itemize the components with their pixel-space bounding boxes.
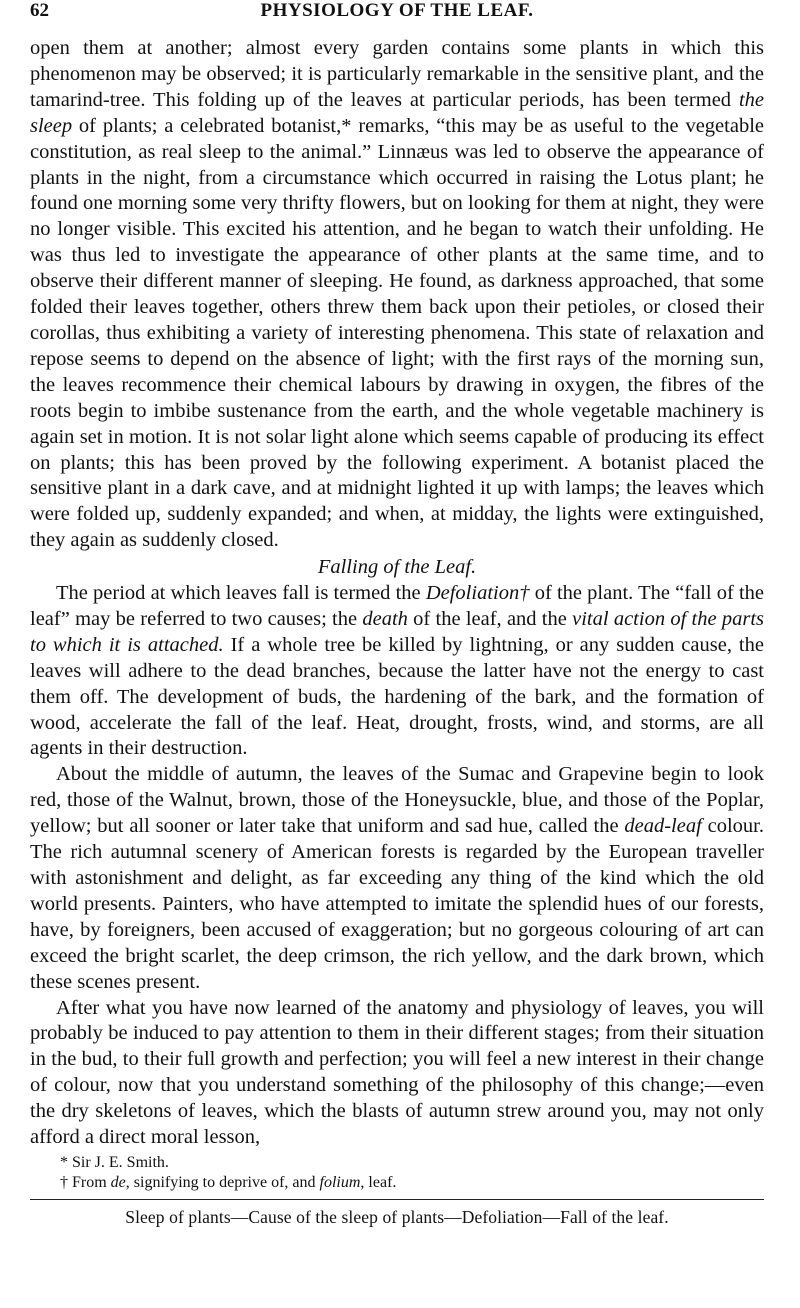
paragraph-moral-lesson: After what you have now learned of the anatomy and physiology of leaves, you will probably be induced to pay attention to them in their different stages; from their situation in the bud, to their full growth and perfection; you will feel a new interest in their change of colour, now that you understand something of the philosophy of this change;—even the dry skeletons of leaves, which the blasts of autumn strew around you, may not only afford a direct moral lesson, xyxy=(30,996,764,1149)
footnote-defoliation: † From de, signifying to deprive of, and folium, leaf. xyxy=(60,1173,397,1191)
page-number: 62 xyxy=(30,0,49,21)
page-rubric: Sleep of plants—Cause of the sleep of plants—Defoliation—Fall of the leaf. xyxy=(125,1206,669,1227)
body-text xyxy=(30,36,764,1151)
running-head: PHYSIOLOGY OF THE LEAF. xyxy=(260,0,534,21)
footnote-smith: * Sir J. E. Smith. xyxy=(60,1153,169,1171)
paragraph-defoliation: The period at which leaves fall is termed the Defoliation† of the plant. The “fall of the leaf” may be referred to two causes; the death of the leaf, and the vital action of the parts to which it is attached. If a whole tree be killed by lightning, or any sudden cause, the leaves will adhere to the dead branches, because the latter have not the energy to cast them off. The development of buds, the hardening of the bark, and the formation of wood, accelerate the fall of the leaf. Heat, drought, frosts, wind, and storms, are all agents in their destruction. xyxy=(30,582,764,760)
divider-rule xyxy=(30,1199,764,1200)
paragraph-sleep-of-plants: open them at another; almost every garden contains some plants in which this phenomenon may be observed; it is particularly remarkable in the sensitive plant, and the tamarind-tree. This folding up of the leaves at particular periods, has been termed the sleep of plants; a celebrated botanist,* remarks, “this may be as useful to the vegetable constitution, as real sleep to the animal.” Linnæus was led to observe the appearance of plants in the night, from a circumstance which occurred in raising the Lotus plant; he found one morning some very thrifty flowers, but on looking for them at night, they were no longer visible. This excited his attention, and he began to watch their unfolding. He was thus led to investigate the appearance of other plants at the same time, and to observe their different manner of sleeping. He found, as darkness approached, that some folded their leaves together, others threw them back upon their petioles, or closed their corollas, thus exhibiting a variety of interesting phenomena. This state of relaxation and repose seems to depend on the absence of light; with the first rays of the morning sun, the leaves recommence their chemical labours by drawing in oxygen, the fibres of the roots begin to imbibe sustenance from the earth, and the whole vegetable machinery is again set in motion. It is not solar light alone which seems capable of producing its effect on plants; this has been proved by the following experiment. A botanist placed the sensitive plant in a dark cave, and at midnight lighted it up with lamps; the leaves which were folded up, suddenly expanded; and when, at midday, the lights were extinguished, they again as suddenly closed. xyxy=(30,37,764,552)
footnotes xyxy=(30,1153,764,1193)
paragraph-autumn-colours: About the middle of autumn, the leaves of the Sumac and Grapevine begin to look red, those of the Walnut, brown, those of the Honeysuckle, blue, and those of the Poplar, yellow; but all sooner or later take that uniform and sad hue, called the dead-leaf colour. The rich autumnal scenery of American forests is regarded by the European traveller with astonishment and delight, as far exceeding any thing of the kind which the old world presents. Painters, who have attempted to imitate the splendid hues of our forests, have, by foreigners, been accused of exaggeration; but no gorgeous colouring of art can exceed the bright scarlet, the deep crimson, the rich yellow, and the dark brown, which these scenes present. xyxy=(30,763,764,993)
page-header xyxy=(30,0,764,36)
section-heading: Falling of the Leaf. xyxy=(317,556,477,579)
